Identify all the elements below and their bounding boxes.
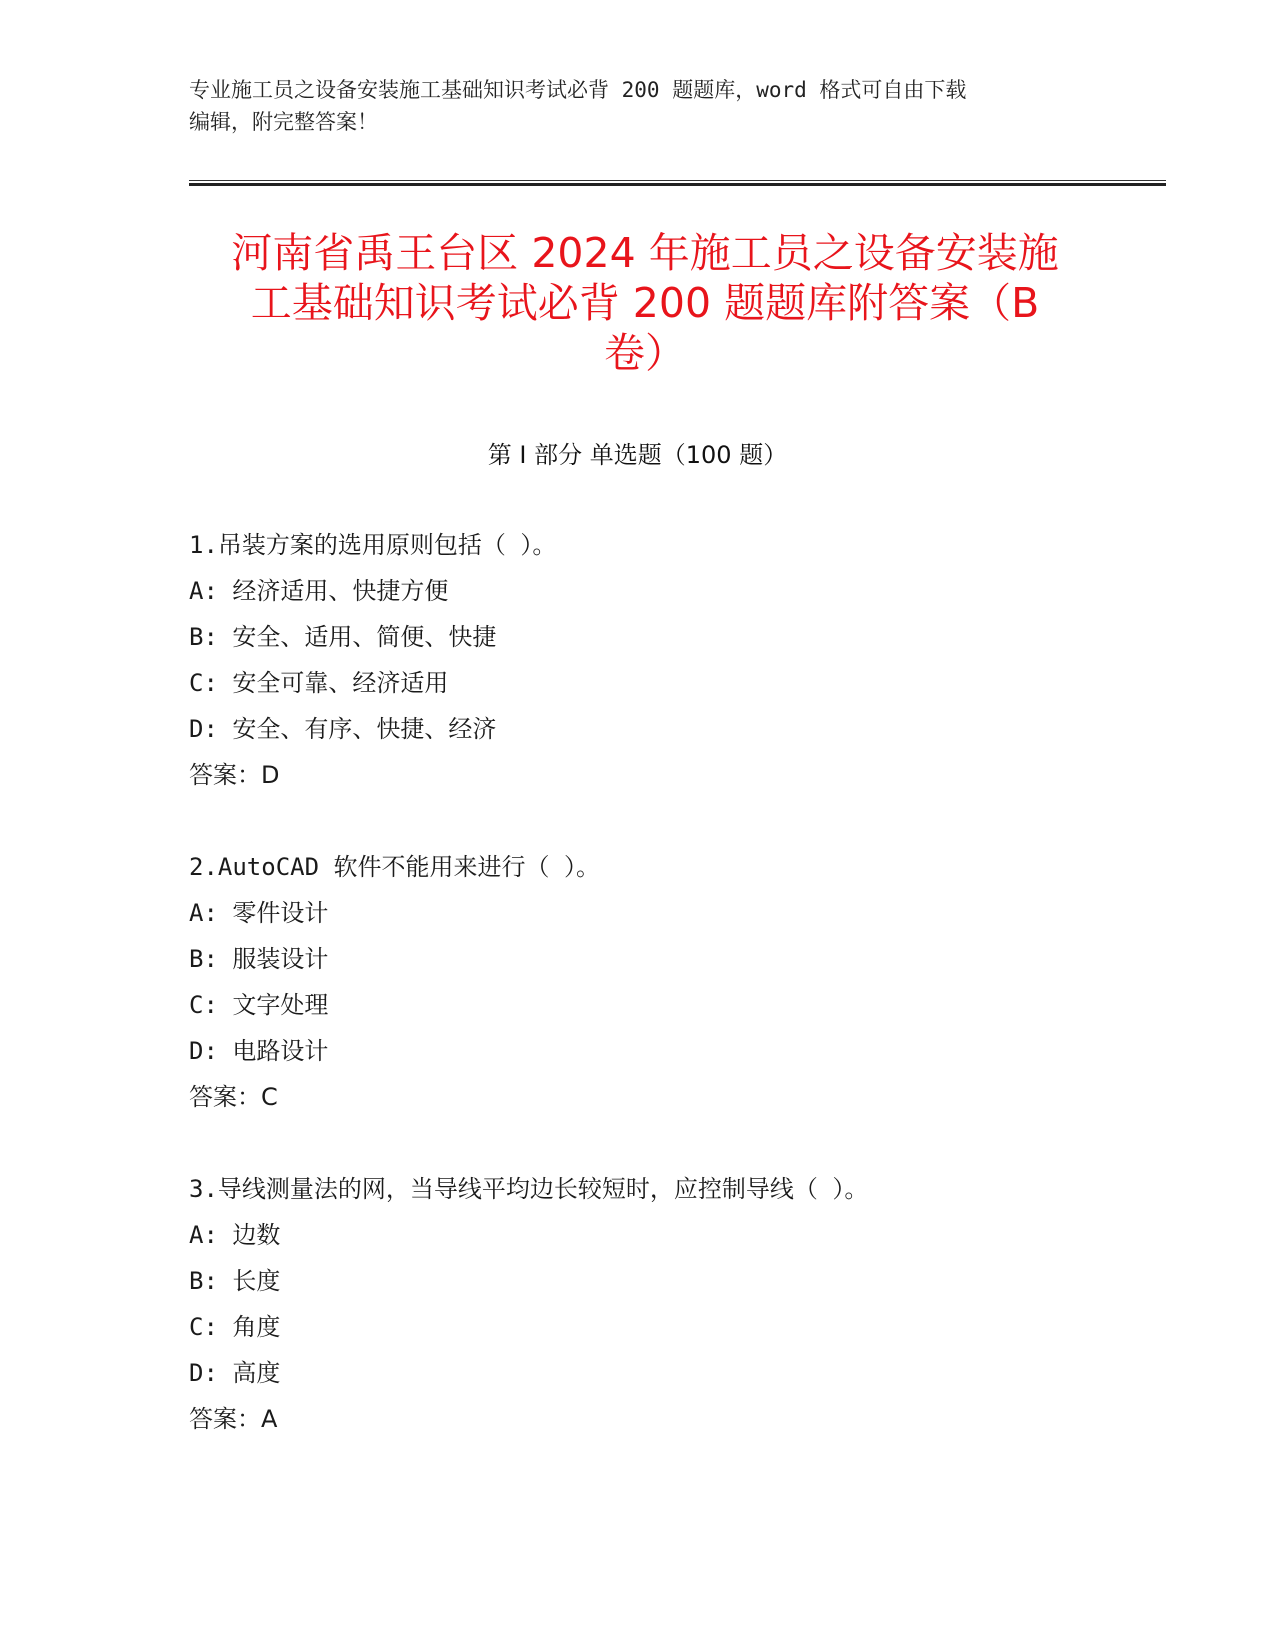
answer: 答案：D — [189, 761, 280, 789]
answer: 答案：A — [189, 1405, 278, 1433]
document-title-line-1: 河南省禹王台区 2024 年施工员之设备安装施 — [231, 229, 1059, 277]
header-divider-thick — [189, 183, 1166, 186]
option-c: C: 安全可靠、经济适用 — [189, 669, 449, 697]
header-note-line-1: 专业施工员之设备安装施工基础知识考试必背 200 题题库，word 格式可自由下载 — [189, 78, 967, 102]
option-d: D: 电路设计 — [189, 1037, 329, 1065]
option-b: B: 长度 — [189, 1267, 281, 1295]
option-b: B: 安全、适用、简便、快捷 — [189, 623, 497, 651]
option-a: A: 经济适用、快捷方便 — [189, 577, 449, 605]
option-b: B: 服装设计 — [189, 945, 329, 973]
question-stem: 3.导线测量法的网，当导线平均边长较短时，应控制导线（ ）。 — [189, 1175, 869, 1203]
section-title: 第 I 部分 单选题（100 题） — [487, 441, 788, 469]
document-title — [180, 228, 1110, 378]
header-divider-thin — [189, 180, 1166, 181]
question-1 — [189, 522, 1149, 798]
option-c: C: 文字处理 — [189, 991, 329, 1019]
option-a: A: 零件设计 — [189, 899, 329, 927]
option-a: A: 边数 — [189, 1221, 281, 1249]
option-d: D: 高度 — [189, 1359, 281, 1387]
question-stem: 1.吊装方案的选用原则包括（ ）。 — [189, 531, 557, 559]
question-3 — [189, 1166, 1149, 1442]
question-2 — [189, 844, 1149, 1120]
header-note — [189, 74, 1069, 138]
header-note-line-2: 编辑，附完整答案！ — [189, 110, 378, 134]
document-title-line-3: 卷） — [604, 329, 686, 377]
option-d: D: 安全、有序、快捷、经济 — [189, 715, 497, 743]
document-title-line-2: 工基础知识考试必背 200 题题库附答案（B — [250, 279, 1040, 327]
question-stem: 2.AutoCAD 软件不能用来进行（ ）。 — [189, 853, 600, 881]
option-c: C: 角度 — [189, 1313, 281, 1341]
answer: 答案：C — [189, 1083, 278, 1111]
